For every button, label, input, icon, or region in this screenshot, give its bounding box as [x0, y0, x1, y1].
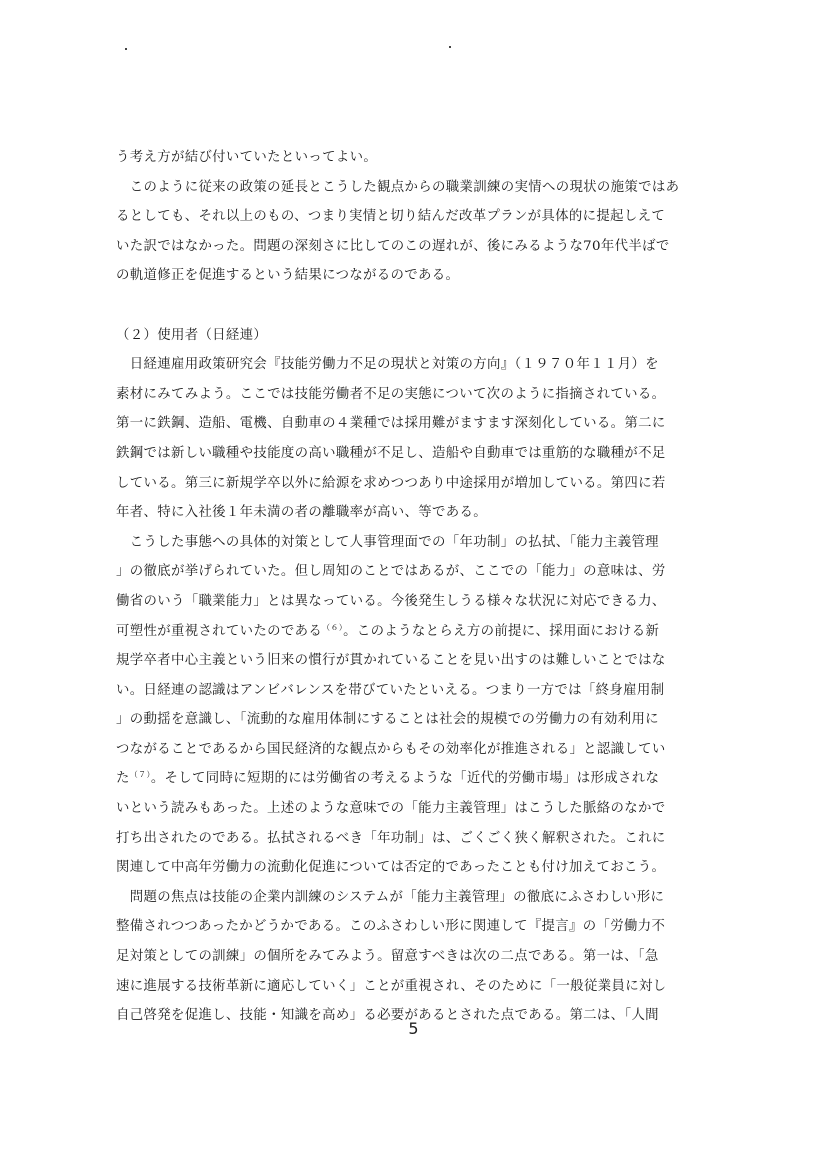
text-line: このように従来の政策の延長とこうした観点からの職業訓練の実情への現状の施策ではあ — [116, 179, 680, 195]
text-line — [116, 764, 738, 794]
text-line: いという読みもあった。上述のような意味での「能力主義管理」はこうした脈絡のなかで — [116, 801, 666, 817]
paragraph-2 — [116, 350, 738, 528]
text-line: 」の徹底が挙げられていた。但し周知のことではあるが、ここでの「能力」の意味は、労 — [116, 564, 666, 580]
text-line: 足対策としての訓練」の個所をみてみよう。留意すべきは次の二点である。第一は、「急 — [116, 949, 659, 965]
text-line: 整備されつつあったかどうかである。このふさわしい形に関連して『提言』の「労働力不 — [116, 919, 666, 935]
text-span: た — [116, 771, 130, 787]
text-line: の軌道修正を促進するという結果につながるのである。 — [116, 268, 460, 284]
text-span: 可塑性が重視されていたのである — [116, 623, 323, 639]
blank-line — [116, 291, 738, 321]
paragraph-4 — [116, 883, 738, 1031]
text-line: している。第三に新規学卒以外に給源を求めつつあり中途採用が増加している。第四に若 — [116, 475, 666, 491]
scan-speck — [449, 46, 451, 48]
text-line: 」の動揺を意識し、「流動的な雇用体制にすることは社会的規模での労働力の有効利用に — [116, 712, 659, 728]
text-span: 。そして同時に短期的には労働省の考えるような「近代的労働市場」は形成されな — [150, 771, 660, 787]
text-line: 働省のいう「職業能力」とは異なっている。今後発生しうる様々な状況に対応できる力、 — [116, 593, 666, 609]
text-line: 問題の焦点は技能の企業内訓練のシステムが「能力主義管理」の徹底にふさわしい形に — [116, 889, 665, 905]
text-line: こうした事態への具体的対策として人事管理面での「年功制」の払拭、「能力主義管理 — [116, 534, 659, 550]
text-line: 打ち出されたのである。払拭されるべき「年功制」は、ごくごく狭く解釈された。これに — [116, 830, 666, 846]
text-line: 鉄鋼では新しい職種や技能度の高い職種が不足し、造船や自動車では重筋的な職種が不足 — [116, 445, 666, 461]
text-line: う考え方が結び付いていたといってよい。 — [116, 150, 378, 165]
footnote-ref-6: （６） — [322, 622, 344, 632]
text-line: いた訳ではなかった。問題の深刻さに比してのこの遅れが、後にみるような70年代半ばで — [116, 238, 670, 254]
text-line — [116, 617, 738, 647]
text-line: 自己啓発を促進し、技能・知識を高め」る必要があるとされた点である。第二は、「人間 — [116, 1008, 659, 1024]
text-line: 日経連雇用政策研究会『技能労働力不足の現状と対策の方向』（１９７０年１１月）を — [116, 357, 659, 373]
text-line: い。日経連の認識はアンビバレンスを帯びていたといえる。つまり一方では「終身雇用制 — [116, 682, 665, 698]
text-line: つながることであるから国民経済的な観点からもその効率化が推進される」と認識してい — [116, 741, 666, 757]
text-line: 関連して中高年労働力の流動化促進については否定的であったことも付け加えておこう。 — [116, 860, 666, 876]
section-heading: （２）使用者（日経連） — [116, 327, 268, 343]
paragraph-1 — [116, 143, 738, 291]
text-line: 速に進展する技術革新に適応していく」ことが重視され、そのために「一般従業員に対し — [116, 978, 667, 994]
page-number: 5 — [408, 1019, 419, 1038]
text-line: るとしても、それ以上のもの、つまり実情と切り結んだ改革プランが具体的に提起しえて — [116, 209, 666, 225]
paragraph-3 — [116, 528, 738, 883]
scan-speck — [125, 48, 127, 50]
text-line: 規学卒者中心主義という旧来の慣行が貫かれていることを見い出すのは難しいことではな — [116, 653, 666, 669]
text-span: 。このようなとらえ方の前提に、採用面における新 — [343, 623, 660, 639]
text-line: 年者、特に入社後１年未満の者の離職率が高い、等である。 — [116, 505, 487, 521]
footnote-ref-7: （７） — [129, 770, 151, 780]
body-text — [116, 143, 738, 1031]
text-line: 素材にみてみよう。ここでは技能労働者不足の実態について次のように指摘されている。 — [116, 386, 666, 402]
text-line: 第一に鉄鋼、造船、電機、自動車の４業種では採用難がますます深刻化している。第二に — [116, 416, 666, 432]
